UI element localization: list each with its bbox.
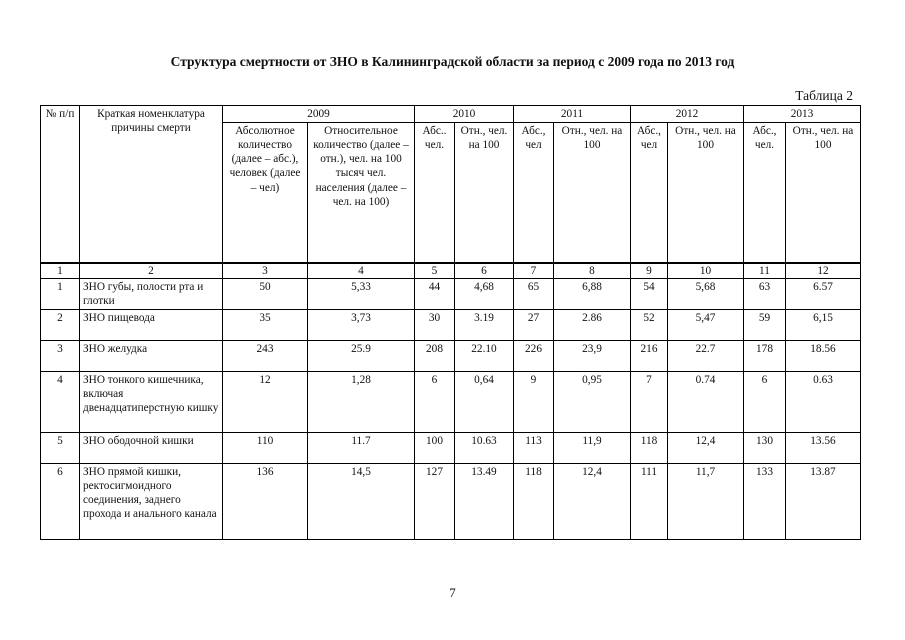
value-cell: 111: [631, 463, 668, 539]
value-cell: 7: [631, 371, 668, 432]
value-cell: 63: [744, 278, 786, 309]
value-cell: 243: [223, 340, 308, 371]
header-abs-2010: Абс.. чел.: [415, 123, 455, 263]
value-cell: 65: [514, 278, 554, 309]
value-cell: 12,4: [668, 432, 744, 463]
header-year-2010: 2010: [415, 106, 514, 123]
value-cell: 3.19: [455, 309, 514, 340]
value-cell: 118: [514, 463, 554, 539]
value-cell: 27: [514, 309, 554, 340]
cause-name: ЗНО желудка: [80, 340, 223, 371]
header-year-2012: 2012: [631, 106, 744, 123]
value-cell: 11,7: [668, 463, 744, 539]
value-cell: 226: [514, 340, 554, 371]
header-name: Краткая номенклатура причины смерти: [80, 106, 223, 263]
value-cell: 6: [415, 371, 455, 432]
value-cell: 133: [744, 463, 786, 539]
col-number: 12: [786, 263, 861, 279]
mortality-table: [40, 105, 861, 540]
value-cell: 178: [744, 340, 786, 371]
value-cell: 0,95: [554, 371, 631, 432]
value-cell: 2.86: [554, 309, 631, 340]
value-cell: 59: [744, 309, 786, 340]
value-cell: 11.7: [308, 432, 415, 463]
value-cell: 5,47: [668, 309, 744, 340]
header-rel-2012: Отн., чел. на 100: [668, 123, 744, 263]
header-year-row: [41, 106, 861, 123]
header-num: № п/п: [41, 106, 80, 263]
header-abs-2009: Абсолютное количество (далее – абс.), человек (далее – чел): [223, 123, 308, 263]
value-cell: 9: [514, 371, 554, 432]
table-row: [41, 309, 861, 340]
value-cell: 127: [415, 463, 455, 539]
cause-name: ЗНО пищевода: [80, 309, 223, 340]
cause-name: ЗНО губы, полости рта и глотки: [80, 278, 223, 309]
value-cell: 0.63: [786, 371, 861, 432]
value-cell: 22.10: [455, 340, 514, 371]
row-number: 4: [41, 371, 80, 432]
value-cell: 6.57: [786, 278, 861, 309]
col-number: 10: [668, 263, 744, 279]
value-cell: 136: [223, 463, 308, 539]
header-rel-2009: Относительное количество (далее – отн.), чел. на 100 тысяч чел. населения (далее – чел. на 100): [308, 123, 415, 263]
header-year-2011: 2011: [514, 106, 631, 123]
col-number: 7: [514, 263, 554, 279]
value-cell: 10.63: [455, 432, 514, 463]
value-cell: 13.56: [786, 432, 861, 463]
header-year-2013: 2013: [744, 106, 861, 123]
document-title: Структура смертности от ЗНО в Калининградской области за период с 2009 года по 2013 год: [170, 54, 735, 69]
cause-name: ЗНО прямой кишки, ректосигмоидного соединения, заднего прохода и анального канала: [80, 463, 223, 539]
row-number: 6: [41, 463, 80, 539]
table-row: [41, 340, 861, 371]
value-cell: 52: [631, 309, 668, 340]
header-abs-2011: Абс., чел: [514, 123, 554, 263]
value-cell: 50: [223, 278, 308, 309]
header-year-2009: 2009: [223, 106, 415, 123]
header-abs-2013: Абс., чел.: [744, 123, 786, 263]
value-cell: 18.56: [786, 340, 861, 371]
col-number: 5: [415, 263, 455, 279]
table-row: [41, 278, 861, 309]
value-cell: 3,73: [308, 309, 415, 340]
value-cell: 118: [631, 432, 668, 463]
table-row: [41, 463, 861, 539]
table-label: Таблица 2: [795, 88, 853, 103]
value-cell: 5,33: [308, 278, 415, 309]
cause-name: ЗНО ободочной кишки: [80, 432, 223, 463]
value-cell: 6,15: [786, 309, 861, 340]
value-cell: 0,64: [455, 371, 514, 432]
header-rel-2013: Отн., чел. на 100: [786, 123, 861, 263]
row-number: 1: [41, 278, 80, 309]
value-cell: 113: [514, 432, 554, 463]
value-cell: 35: [223, 309, 308, 340]
col-number: 3: [223, 263, 308, 279]
value-cell: 30: [415, 309, 455, 340]
value-cell: 208: [415, 340, 455, 371]
col-number: 6: [455, 263, 514, 279]
table-row: [41, 371, 861, 432]
row-number: 3: [41, 340, 80, 371]
col-number: 8: [554, 263, 631, 279]
value-cell: 11,9: [554, 432, 631, 463]
row-number: 2: [41, 309, 80, 340]
value-cell: 25.9: [308, 340, 415, 371]
value-cell: 6: [744, 371, 786, 432]
value-cell: 13.87: [786, 463, 861, 539]
col-number: 1: [41, 263, 80, 279]
value-cell: 216: [631, 340, 668, 371]
value-cell: 130: [744, 432, 786, 463]
header-rel-2010: Отн., чел. на 100: [455, 123, 514, 263]
value-cell: 13.49: [455, 463, 514, 539]
value-cell: 1,28: [308, 371, 415, 432]
value-cell: 23,9: [554, 340, 631, 371]
value-cell: 100: [415, 432, 455, 463]
value-cell: 22.7: [668, 340, 744, 371]
table-row: [41, 432, 861, 463]
column-number-row: [41, 263, 861, 279]
value-cell: 110: [223, 432, 308, 463]
col-number: 9: [631, 263, 668, 279]
value-cell: 54: [631, 278, 668, 309]
value-cell: 14,5: [308, 463, 415, 539]
value-cell: 44: [415, 278, 455, 309]
value-cell: 12,4: [554, 463, 631, 539]
value-cell: 5,68: [668, 278, 744, 309]
cause-name: ЗНО тонкого кишечника, включая двенадцатиперстную кишку: [80, 371, 223, 432]
col-number: 4: [308, 263, 415, 279]
col-number: 11: [744, 263, 786, 279]
header-abs-2012: Абс., чел: [631, 123, 668, 263]
page-number: 7: [449, 585, 456, 600]
header-rel-2011: Отн., чел. на 100: [554, 123, 631, 263]
value-cell: 6,88: [554, 278, 631, 309]
col-number: 2: [80, 263, 223, 279]
value-cell: 4,68: [455, 278, 514, 309]
value-cell: 0.74: [668, 371, 744, 432]
value-cell: 12: [223, 371, 308, 432]
row-number: 5: [41, 432, 80, 463]
